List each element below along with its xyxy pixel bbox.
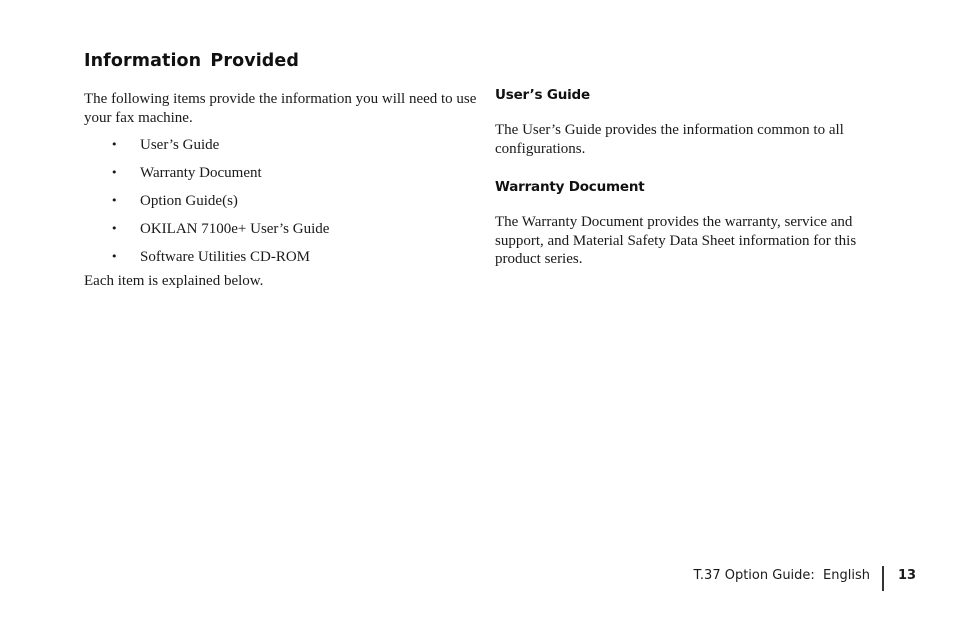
page-heading: Information Provided: [84, 51, 300, 71]
page-number: 13: [898, 568, 917, 583]
list-item-label: Option Guide(s): [140, 193, 238, 209]
bullet-icon: •: [111, 194, 118, 207]
intro-paragraph: The following items provide the information you will need to use your fax machine.: [84, 91, 477, 126]
list-item-label: User’s Guide: [140, 137, 220, 153]
footer-label: T.37 Option Guide: English: [693, 568, 870, 583]
list-item-label: Warranty Document: [140, 165, 262, 181]
bullet-icon: •: [111, 222, 118, 235]
users-guide-paragraph: The User’s Guide provides the information common to all configurations.: [495, 122, 844, 157]
list-item: [84, 136, 329, 164]
outro-paragraph: Each item is explained below.: [84, 273, 264, 289]
list-item-label: OKILAN 7100e+ User’s Guide: [140, 221, 330, 237]
warranty-document-paragraph: The Warranty Document provides the warranty, service and support, and Material Safety Data Sheet information for this product series.: [495, 214, 857, 267]
warranty-document-heading: Warranty Document: [495, 179, 645, 195]
footer-divider: [882, 566, 884, 591]
users-guide-heading: User’s Guide: [495, 87, 590, 103]
items-list: [84, 136, 329, 276]
list-item: [84, 192, 329, 220]
bullet-icon: •: [111, 250, 118, 263]
list-item: [84, 164, 329, 192]
list-item-label: Software Utilities CD-ROM: [140, 249, 310, 265]
bullet-icon: •: [111, 138, 118, 151]
list-item: [84, 220, 329, 248]
bullet-icon: •: [111, 166, 118, 179]
